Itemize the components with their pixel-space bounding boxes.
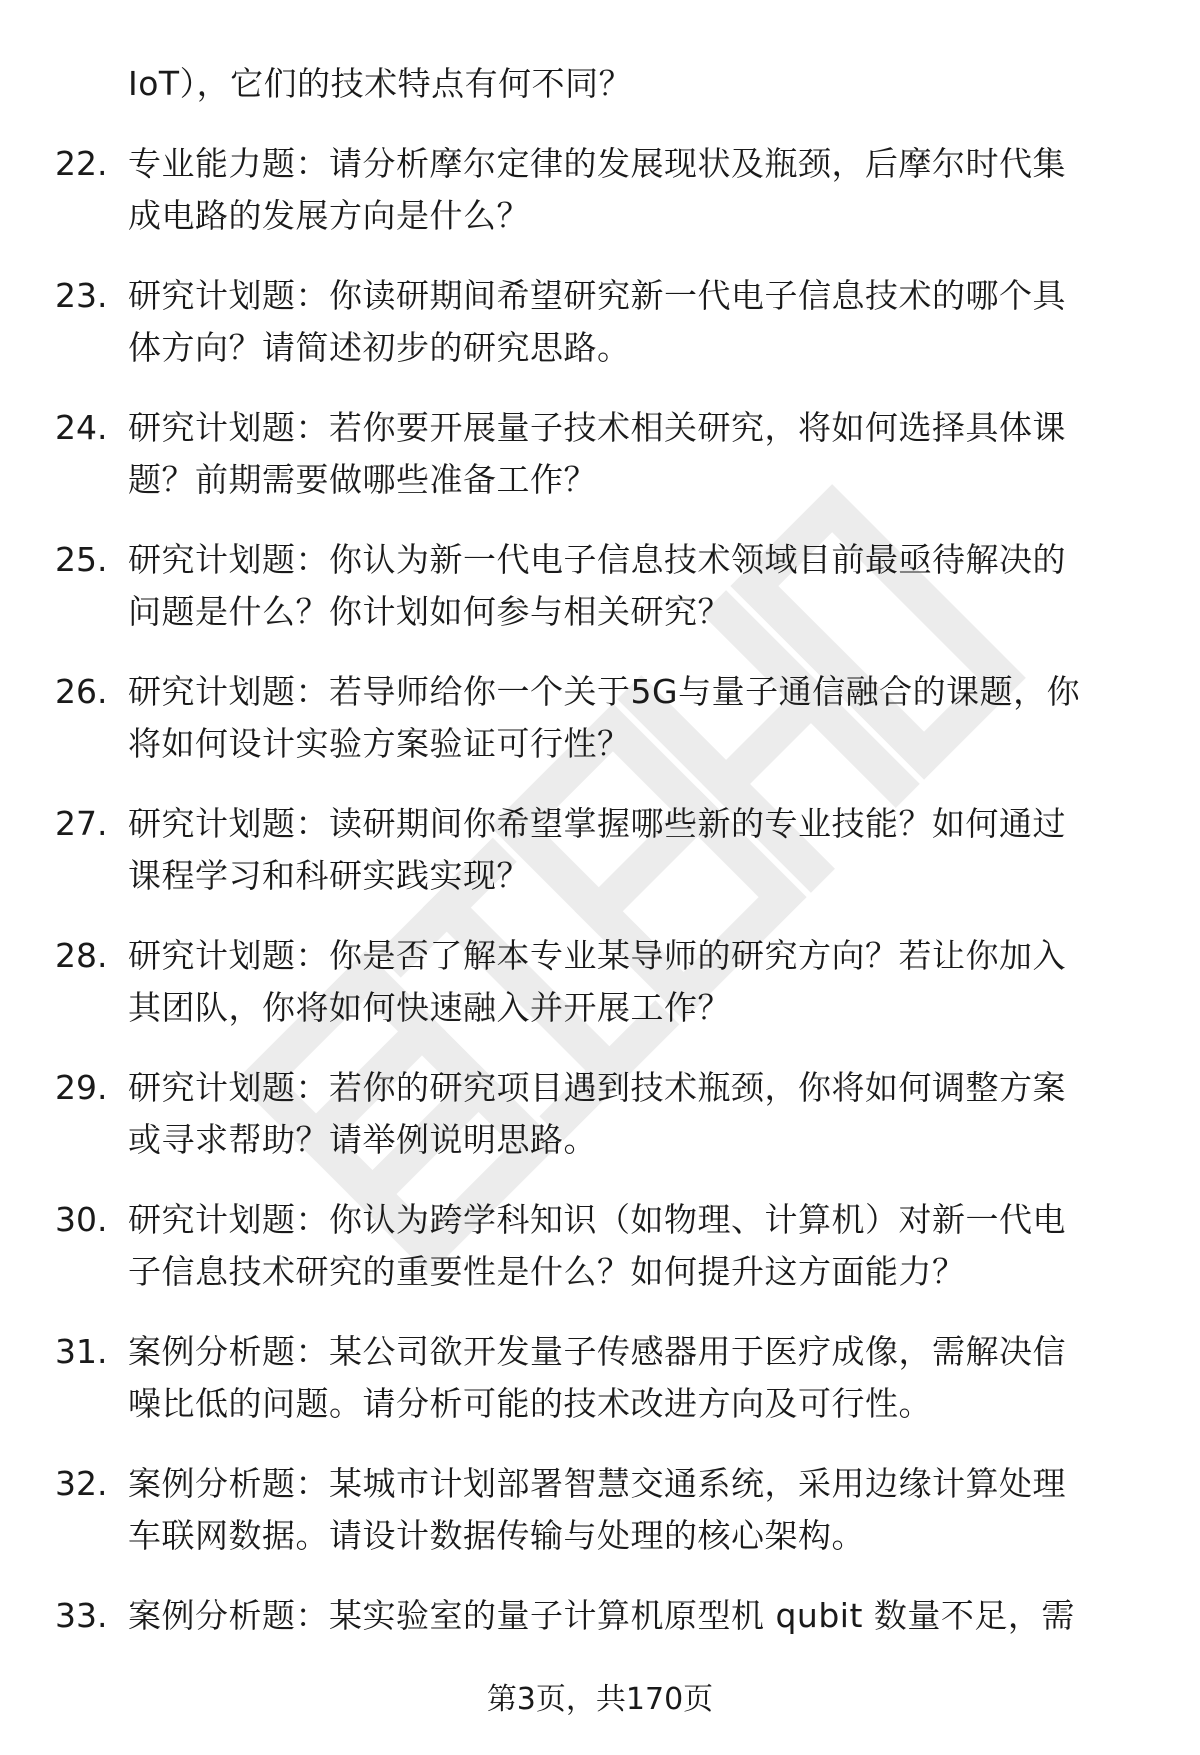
question-line: 研究计划题：若你要开展量子技术相关研究，将如何选择具体课 [128, 408, 1066, 447]
question-text [128, 1458, 1148, 1562]
question-list [0, 138, 1200, 1722]
question-number: 26. [55, 672, 108, 711]
question-item [0, 1194, 1200, 1326]
question-line: 案例分析题：某城市计划部署智慧交通系统，采用边缘计算处理 [128, 1464, 1066, 1503]
question-line: 课程学习和科研实践实现？ [128, 856, 530, 895]
question-item [0, 798, 1200, 930]
question-text [128, 666, 1148, 770]
question-line: 专业能力题：请分析摩尔定律的发展现状及瓶颈，后摩尔时代集 [128, 144, 1066, 183]
question-line: 成电路的发展方向是什么？ [128, 196, 530, 235]
question-number: 25. [55, 540, 108, 579]
question-number: 30. [55, 1200, 108, 1239]
question-number: 24. [55, 408, 108, 447]
question-text [128, 930, 1148, 1034]
question-text [128, 798, 1148, 902]
question-line: 题？前期需要做哪些准备工作？ [128, 460, 597, 499]
question-text [128, 534, 1148, 638]
question-line: 研究计划题：你是否了解本专业某导师的研究方向？若让你加入 [128, 936, 1066, 975]
question-item [0, 270, 1200, 402]
question-item [0, 666, 1200, 798]
page-footer: 第3页，共170页 [486, 1682, 714, 1717]
question-item [0, 402, 1200, 534]
question-line: 研究计划题：若导师给你一个关于5G与量子通信融合的课题，你 [128, 672, 1081, 711]
question-line: 将如何设计实验方案验证可行性？ [128, 724, 631, 763]
question-line: 或寻求帮助？请举例说明思路。 [128, 1120, 597, 1159]
question-number: 29. [55, 1068, 108, 1107]
question-text [128, 1590, 1148, 1642]
question-number: 33. [55, 1596, 108, 1635]
question-number: 31. [55, 1332, 108, 1371]
question-text [128, 270, 1148, 374]
question-line: 研究计划题：你认为新一代电子信息技术领域目前最亟待解决的 [128, 540, 1066, 579]
question-number: 28. [55, 936, 108, 975]
question-item [0, 138, 1200, 270]
question-line: 研究计划题：读研期间你希望掌握哪些新的专业技能？如何通过 [128, 804, 1066, 843]
question-line: 研究计划题：你读研期间希望研究新一代电子信息技术的哪个具 [128, 276, 1066, 315]
question-text [128, 1062, 1148, 1166]
question-item [0, 534, 1200, 666]
question-line: 案例分析题：某公司欲开发量子传感器用于医疗成像，需解决信 [128, 1332, 1066, 1371]
question-item [0, 1326, 1200, 1458]
question-item [0, 1458, 1200, 1590]
question-line: 案例分析题：某实验室的量子计算机原型机 qubit 数量不足，需 [128, 1596, 1075, 1635]
question-line: 车联网数据。请设计数据传输与处理的核心架构。 [128, 1516, 865, 1555]
question-line: 子信息技术研究的重要性是什么？如何提升这方面能力？ [128, 1252, 966, 1291]
question-line: 问题是什么？你计划如何参与相关研究？ [128, 592, 731, 631]
question-text [128, 1326, 1148, 1430]
question-line: 体方向？请简述初步的研究思路。 [128, 328, 631, 367]
question-number: 32. [55, 1464, 108, 1503]
question-number: 23. [55, 276, 108, 315]
question-line: 其团队，你将如何快速融入并开展工作？ [128, 988, 731, 1027]
continued-question-text: IoT），它们的技术特点有何不同？ [128, 64, 633, 103]
question-line: 研究计划题：若你的研究项目遇到技术瓶颈，你将如何调整方案 [128, 1068, 1066, 1107]
question-text [128, 402, 1148, 506]
question-line: 研究计划题：你认为跨学科知识（如物理、计算机）对新一代电 [128, 1200, 1066, 1239]
question-text [128, 138, 1148, 242]
question-number: 27. [55, 804, 108, 843]
question-number: 22. [55, 144, 108, 183]
question-text [128, 1194, 1148, 1298]
question-item [0, 930, 1200, 1062]
question-item [0, 1062, 1200, 1194]
question-line: 噪比低的问题。请分析可能的技术改进方向及可行性。 [128, 1384, 932, 1423]
